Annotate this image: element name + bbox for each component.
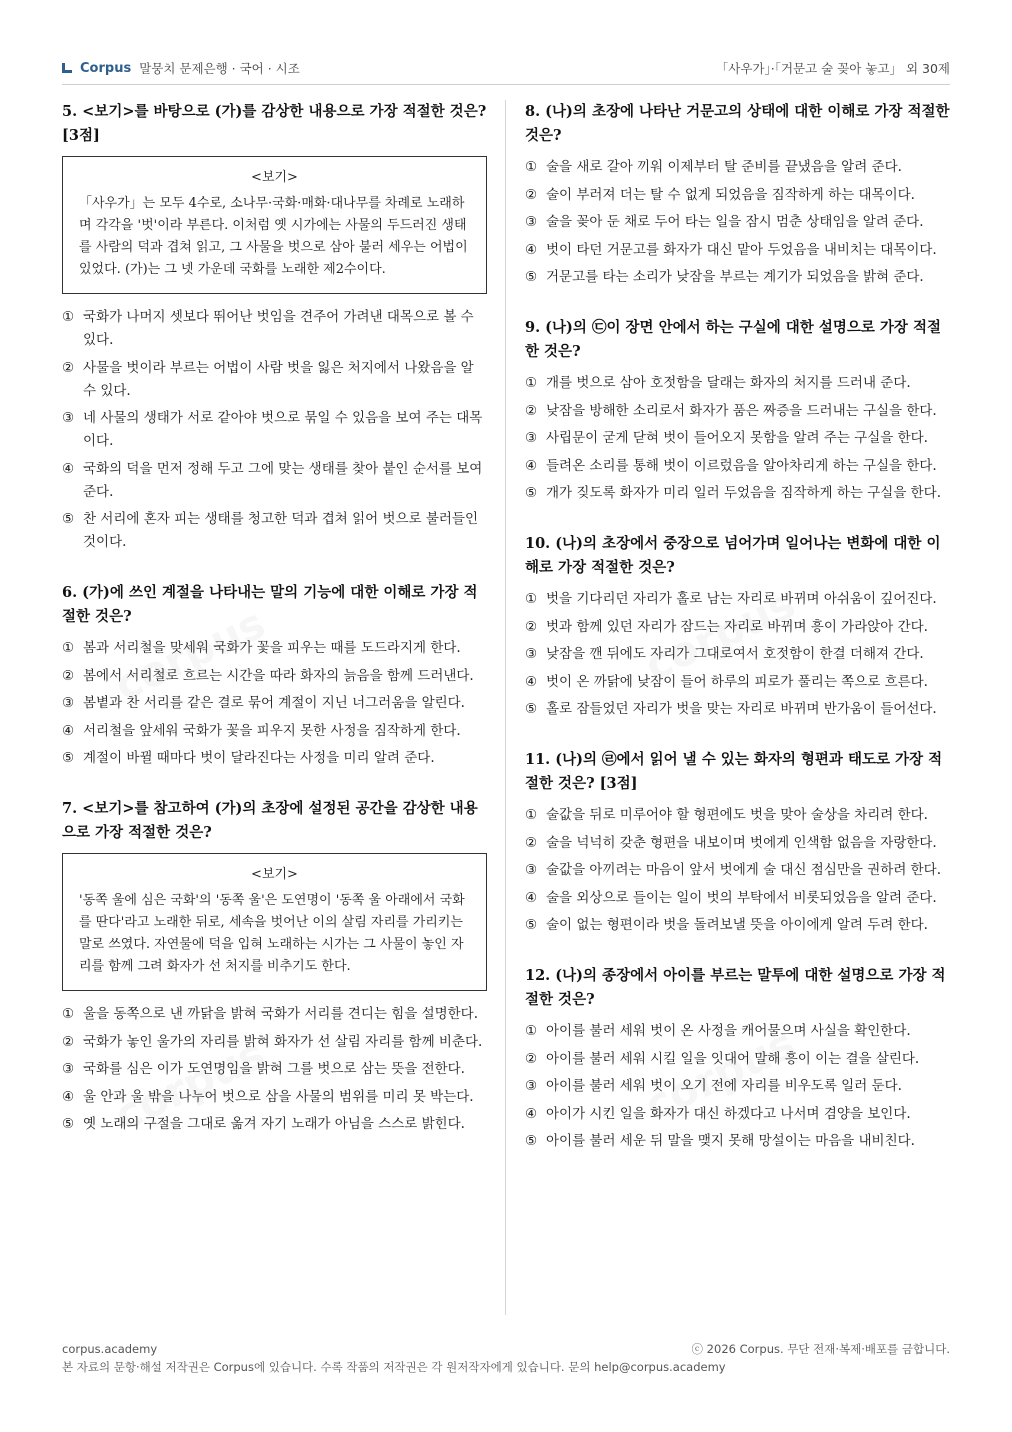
question-stem: 6. (가)에 쓰인 계절을 나타내는 말의 기능에 대한 이해로 가장 적절한 것은? <box>62 584 478 625</box>
option-number: ② <box>62 1033 75 1050</box>
option-text: 거문고를 타는 소리가 낮잠을 부르는 계기가 되었음을 밝혀 준다. <box>546 269 924 285</box>
brand-name: Corpus <box>80 60 132 76</box>
option-number: ④ <box>525 1105 538 1122</box>
answer-option[interactable] <box>525 698 950 721</box>
question-stem: 12. (나)의 종장에서 아이를 부르는 말투에 대한 설명으로 가장 적절한 것은? <box>525 967 946 1008</box>
bogi-box <box>62 853 487 991</box>
column-divider <box>505 100 506 1315</box>
bogi-box <box>62 156 487 294</box>
answer-option[interactable] <box>525 400 950 423</box>
option-number: ② <box>62 359 75 376</box>
question-block <box>62 581 487 770</box>
option-text: 울 안과 울 밖을 나누어 벗으로 삼을 사물의 범위를 미리 못 박는다. <box>83 1088 474 1105</box>
answer-option[interactable] <box>525 372 950 395</box>
option-text: 네 사물의 생태가 서로 같아야 벗으로 묶일 수 있음을 보여 주는 대목이다. <box>83 410 483 449</box>
page-footer <box>62 1340 950 1376</box>
question-stem: 9. (나)의 ㉢이 장면 안에서 하는 구실에 대한 설명으로 가장 적절한 것은? <box>525 319 941 360</box>
option-number: ⑤ <box>525 1133 538 1149</box>
option-number: ⑤ <box>62 511 75 527</box>
option-text: 서리철을 앞세워 국화가 꽃을 피우지 못한 사정을 짐작하게 한다. <box>83 722 461 739</box>
option-number: ③ <box>525 862 538 878</box>
answer-option[interactable] <box>62 508 487 554</box>
option-text: 사물을 벗이라 부르는 어법이 사람 벗을 잃은 처지에서 나왔음을 알 수 있다. <box>83 359 474 399</box>
answer-option[interactable] <box>525 616 950 639</box>
question-block <box>525 532 950 721</box>
option-text: 홀로 잠들었던 자리가 벗을 맞는 자리로 바뀌며 반가움이 들어선다. <box>546 701 937 717</box>
option-number: ② <box>525 618 538 635</box>
option-list <box>62 637 487 770</box>
option-number: ③ <box>525 646 538 662</box>
option-number: ④ <box>62 722 75 739</box>
option-text: 계절이 바뀔 때마다 벗이 달라진다는 사정을 미리 알려 준다. <box>83 750 435 766</box>
answer-option[interactable] <box>525 184 950 207</box>
option-text: 찬 서리에 혼자 피는 생태를 청고한 덕과 겹쳐 읽어 벗으로 불러들인 것이다. <box>83 511 479 550</box>
option-number: ② <box>525 834 538 851</box>
answer-option[interactable] <box>525 859 950 882</box>
option-text: 아이를 불러 세운 뒤 말을 맺지 못해 망설이는 마음을 내비친다. <box>546 1133 915 1149</box>
option-number: ① <box>62 309 75 325</box>
option-list <box>525 156 950 289</box>
question-stem: 8. (나)의 초장에 나타난 거문고의 상태에 대한 이해로 가장 적절한 것은? <box>525 103 950 144</box>
answer-option[interactable] <box>62 637 487 660</box>
option-text: 개를 벗으로 삼아 호젓함을 달래는 화자의 처지를 드러내 준다. <box>546 375 911 391</box>
option-text: 들려온 소리를 통해 벗이 이르렀음을 알아차리게 하는 구실을 한다. <box>546 457 937 474</box>
option-text: 낮잠을 깬 뒤에도 자리가 그대로여서 호젓함이 한결 더해져 간다. <box>546 646 924 662</box>
question-block <box>525 316 950 505</box>
option-number: ② <box>62 667 75 684</box>
option-text: 아이를 불러 세워 벗이 오기 전에 자리를 비우도록 일러 둔다. <box>546 1078 902 1094</box>
answer-option[interactable] <box>62 1113 487 1136</box>
answer-option[interactable] <box>525 914 950 937</box>
option-number: ① <box>62 1006 75 1022</box>
option-number: ① <box>525 375 538 391</box>
option-number: ④ <box>62 1088 75 1105</box>
question-block <box>62 100 487 554</box>
option-text: 사립문이 굳게 닫혀 벗이 들어오지 못함을 알려 주는 구실을 한다. <box>546 430 928 446</box>
option-number: ④ <box>525 889 538 906</box>
answer-option[interactable] <box>525 1075 950 1098</box>
option-text: 개가 짖도록 화자가 미리 일러 두었음을 짐작하게 하는 구실을 한다. <box>546 485 942 501</box>
option-list <box>525 372 950 505</box>
question-block <box>62 797 487 1136</box>
option-list <box>525 804 950 937</box>
option-number: ③ <box>62 695 75 711</box>
answer-option[interactable] <box>525 832 950 855</box>
answer-option[interactable] <box>525 1020 950 1043</box>
option-text: 술이 부러져 더는 탈 수 없게 되었음을 짐작하게 하는 대목이다. <box>546 186 915 203</box>
option-number: ④ <box>525 241 538 258</box>
option-text: 벗을 기다리던 자리가 홀로 남는 자리로 바뀌며 아쉬움이 깊어진다. <box>546 591 937 607</box>
option-text: 봄과 서리철을 맞세워 국화가 꽃을 피우는 때를 도드라지게 한다. <box>83 640 461 656</box>
option-number: ③ <box>62 1061 75 1077</box>
option-text: 술을 외상으로 들이는 일이 벗의 부탁에서 비롯되었음을 알려 준다. <box>546 889 937 906</box>
answer-option[interactable] <box>62 407 487 453</box>
left-column <box>62 100 487 1163</box>
option-text: 낮잠을 방해한 소리로서 화자가 품은 짜증을 드러내는 구실을 한다. <box>546 402 937 419</box>
answer-option[interactable] <box>525 455 950 478</box>
option-text: 술값을 뒤로 미루어야 할 형편에도 벗을 맞아 술상을 차리려 한다. <box>546 807 928 823</box>
answer-option[interactable] <box>525 1048 950 1071</box>
answer-option[interactable] <box>62 306 487 352</box>
question-stem: 11. (나)의 ㉣에서 읽어 낼 수 있는 화자의 형편과 태도로 가장 적절한 것은? [3점] <box>525 751 943 792</box>
right-column <box>525 100 950 1180</box>
option-text: 봄에서 서리철로 흐르는 시간을 따라 화자의 늙음을 함께 드러낸다. <box>83 667 474 684</box>
answer-option[interactable] <box>62 1031 487 1054</box>
option-text: 술이 없는 형편이라 벗을 돌려보낼 뜻을 아이에게 알려 두려 한다. <box>546 917 928 933</box>
option-number: ① <box>525 591 538 607</box>
page-header <box>62 56 950 85</box>
footer-copyright: ⓒ 2026 Corpus. 무단 전재·복제·배포를 금합니다. <box>691 1342 950 1356</box>
question-block <box>525 964 950 1153</box>
option-text: 봄볕과 찬 서리를 같은 결로 묶어 계절이 지닌 너그러움을 알린다. <box>83 695 465 711</box>
option-number: ⑤ <box>62 750 75 766</box>
answer-option[interactable] <box>62 1086 487 1109</box>
header-left <box>62 59 300 77</box>
bogi-title: <보기> <box>251 170 298 185</box>
answer-option[interactable] <box>62 458 487 504</box>
option-number: ② <box>525 402 538 419</box>
option-list <box>62 1003 487 1136</box>
option-text: 벗이 타던 거문고를 화자가 대신 맡아 두었음을 내비치는 대목이다. <box>546 241 937 258</box>
footer-notice: 본 자료의 문항·해설 저작권은 Corpus에 있습니다. 수록 작품의 저작권은 각 원저작자에게 있습니다. 문의 help@corpus.academy <box>62 1360 726 1374</box>
option-list <box>62 306 487 554</box>
option-number: ③ <box>525 1078 538 1094</box>
option-text: 술을 꽂아 둔 채로 두어 타는 일을 잠시 멈춘 상태임을 알려 준다. <box>546 214 924 230</box>
answer-option[interactable] <box>525 671 950 694</box>
option-text: 술을 넉넉히 갖춘 형편을 내보이며 벗에게 인색함 없음을 자랑한다. <box>546 834 937 851</box>
header-subtitle: 말뭉치 문제은행 · 국어 · 시조 <box>139 61 300 76</box>
option-number: ⑤ <box>525 917 538 933</box>
answer-option[interactable] <box>62 357 487 403</box>
answer-option[interactable] <box>525 804 950 827</box>
answer-option[interactable] <box>62 1003 487 1026</box>
option-number: ⑤ <box>525 485 538 501</box>
option-number: ③ <box>525 214 538 230</box>
answer-option[interactable] <box>525 588 950 611</box>
option-number: ④ <box>62 460 75 477</box>
option-number: ④ <box>525 673 538 690</box>
answer-option[interactable] <box>525 1130 950 1153</box>
answer-option[interactable] <box>62 720 487 743</box>
option-number: ⑤ <box>525 701 538 717</box>
option-number: ③ <box>525 430 538 446</box>
question-stem: 7. <보기>를 참고하여 (가)의 초장에 설정된 공간을 감상한 내용으로 가장 적절한 것은? <box>62 800 478 841</box>
option-text: 국화의 덕을 먼저 정해 두고 그에 맞는 생태를 찾아 붙인 순서를 보여 준다. <box>83 460 483 500</box>
option-text: 국화를 심은 이가 도연명임을 밝혀 그를 벗으로 삼는 뜻을 전한다. <box>83 1061 465 1077</box>
answer-option[interactable] <box>62 665 487 688</box>
answer-option[interactable] <box>62 747 487 770</box>
option-text: 울을 동쪽으로 낸 까닭을 밝혀 국화가 서리를 견디는 힘을 설명한다. <box>83 1006 479 1022</box>
question-block <box>525 100 950 289</box>
option-text: 국화가 나머지 셋보다 뛰어난 벗임을 견주어 가려낸 대목으로 볼 수 있다. <box>83 309 474 348</box>
footer-site: corpus.academy <box>62 1342 158 1356</box>
option-number: ② <box>525 186 538 203</box>
option-text: 국화가 놓인 울가의 자리를 밝혀 화자가 선 살림 자리를 함께 비춘다. <box>83 1033 483 1050</box>
option-list <box>525 1020 950 1153</box>
question-stem: 5. <보기>를 바탕으로 (가)를 감상한 내용으로 가장 적절한 것은? [3점] <box>62 103 487 144</box>
bogi-text: '동쪽 울에 심은 국화'의 '동쪽 울'은 도연명이 '동쪽 울 아래에서 국화를 딴다'라고 노래한 뒤로, 세속을 벗어난 이의 살림 자리를 가리키는 말로 쓰였다. 자연물에 덕을 입혀 노래하는 시가는 그 사물이 놓인 자리를 함께 그려 화자가 선 처지를 비추기도 한다. <box>79 893 465 974</box>
answer-option[interactable] <box>62 692 487 715</box>
option-text: 벗과 함께 있던 자리가 잠드는 자리로 바뀌며 흥이 가라앉아 간다. <box>546 618 928 635</box>
answer-option[interactable] <box>525 482 950 505</box>
option-number: ⑤ <box>525 269 538 285</box>
option-text: 벗이 온 까닭에 낮잠이 들어 하루의 피로가 풀리는 쪽으로 흐른다. <box>546 673 928 690</box>
answer-option[interactable] <box>62 1058 487 1081</box>
option-number: ④ <box>525 457 538 474</box>
answer-option[interactable] <box>525 156 950 179</box>
answer-option[interactable] <box>525 239 950 262</box>
answer-option[interactable] <box>525 887 950 910</box>
option-list <box>525 588 950 721</box>
question-block <box>525 748 950 937</box>
bogi-text: 「사우가」는 모두 4수로, 소나무·국화·매화·대나무를 차례로 노래하며 각각을 '벗'이라 부른다. 이처럼 옛 시가에는 사물의 두드러진 생태를 사람의 덕과 겹쳐 읽고, 그 사물을 벗으로 삼아 불러 세우는 어법이 있었다. (가)는 그 넷 가운데 국화를 노래한 제2수이다. <box>79 196 468 277</box>
header-source: 「사우가」·「거문고 술 꽂아 놓고」 외 30제 <box>715 61 950 76</box>
corpus-logo-icon <box>62 63 72 73</box>
option-text: 아이를 불러 세워 벗이 온 사정을 캐어물으며 사실을 확인한다. <box>546 1023 911 1039</box>
option-number: ⑤ <box>62 1116 75 1132</box>
answer-option[interactable] <box>525 427 950 450</box>
option-number: ① <box>62 640 75 656</box>
option-number: ① <box>525 159 538 175</box>
answer-option[interactable] <box>525 643 950 666</box>
option-text: 아이가 시킨 일을 화자가 대신 하겠다고 나서며 겸양을 보인다. <box>546 1105 911 1122</box>
option-text: 옛 노래의 구절을 그대로 옮겨 자기 노래가 아님을 스스로 밝힌다. <box>83 1116 465 1132</box>
option-text: 술값을 아끼려는 마음이 앞서 벗에게 술 대신 점심만을 권하려 한다. <box>546 862 942 878</box>
option-number: ② <box>525 1050 538 1067</box>
option-number: ③ <box>62 410 75 426</box>
option-text: 술을 새로 갈아 끼워 이제부터 탈 준비를 끝냈음을 알려 준다. <box>546 159 902 175</box>
option-number: ① <box>525 1023 538 1039</box>
answer-option[interactable] <box>525 266 950 289</box>
answer-option[interactable] <box>525 211 950 234</box>
option-number: ① <box>525 807 538 823</box>
question-stem: 10. (나)의 초장에서 중장으로 넘어가며 일어나는 변화에 대한 이해로 가장 적절한 것은? <box>525 535 941 576</box>
option-text: 아이를 불러 세워 시킬 일을 잇대어 말해 흥이 이는 결을 살린다. <box>546 1050 920 1067</box>
bogi-title: <보기> <box>251 867 298 882</box>
answer-option[interactable] <box>525 1103 950 1126</box>
